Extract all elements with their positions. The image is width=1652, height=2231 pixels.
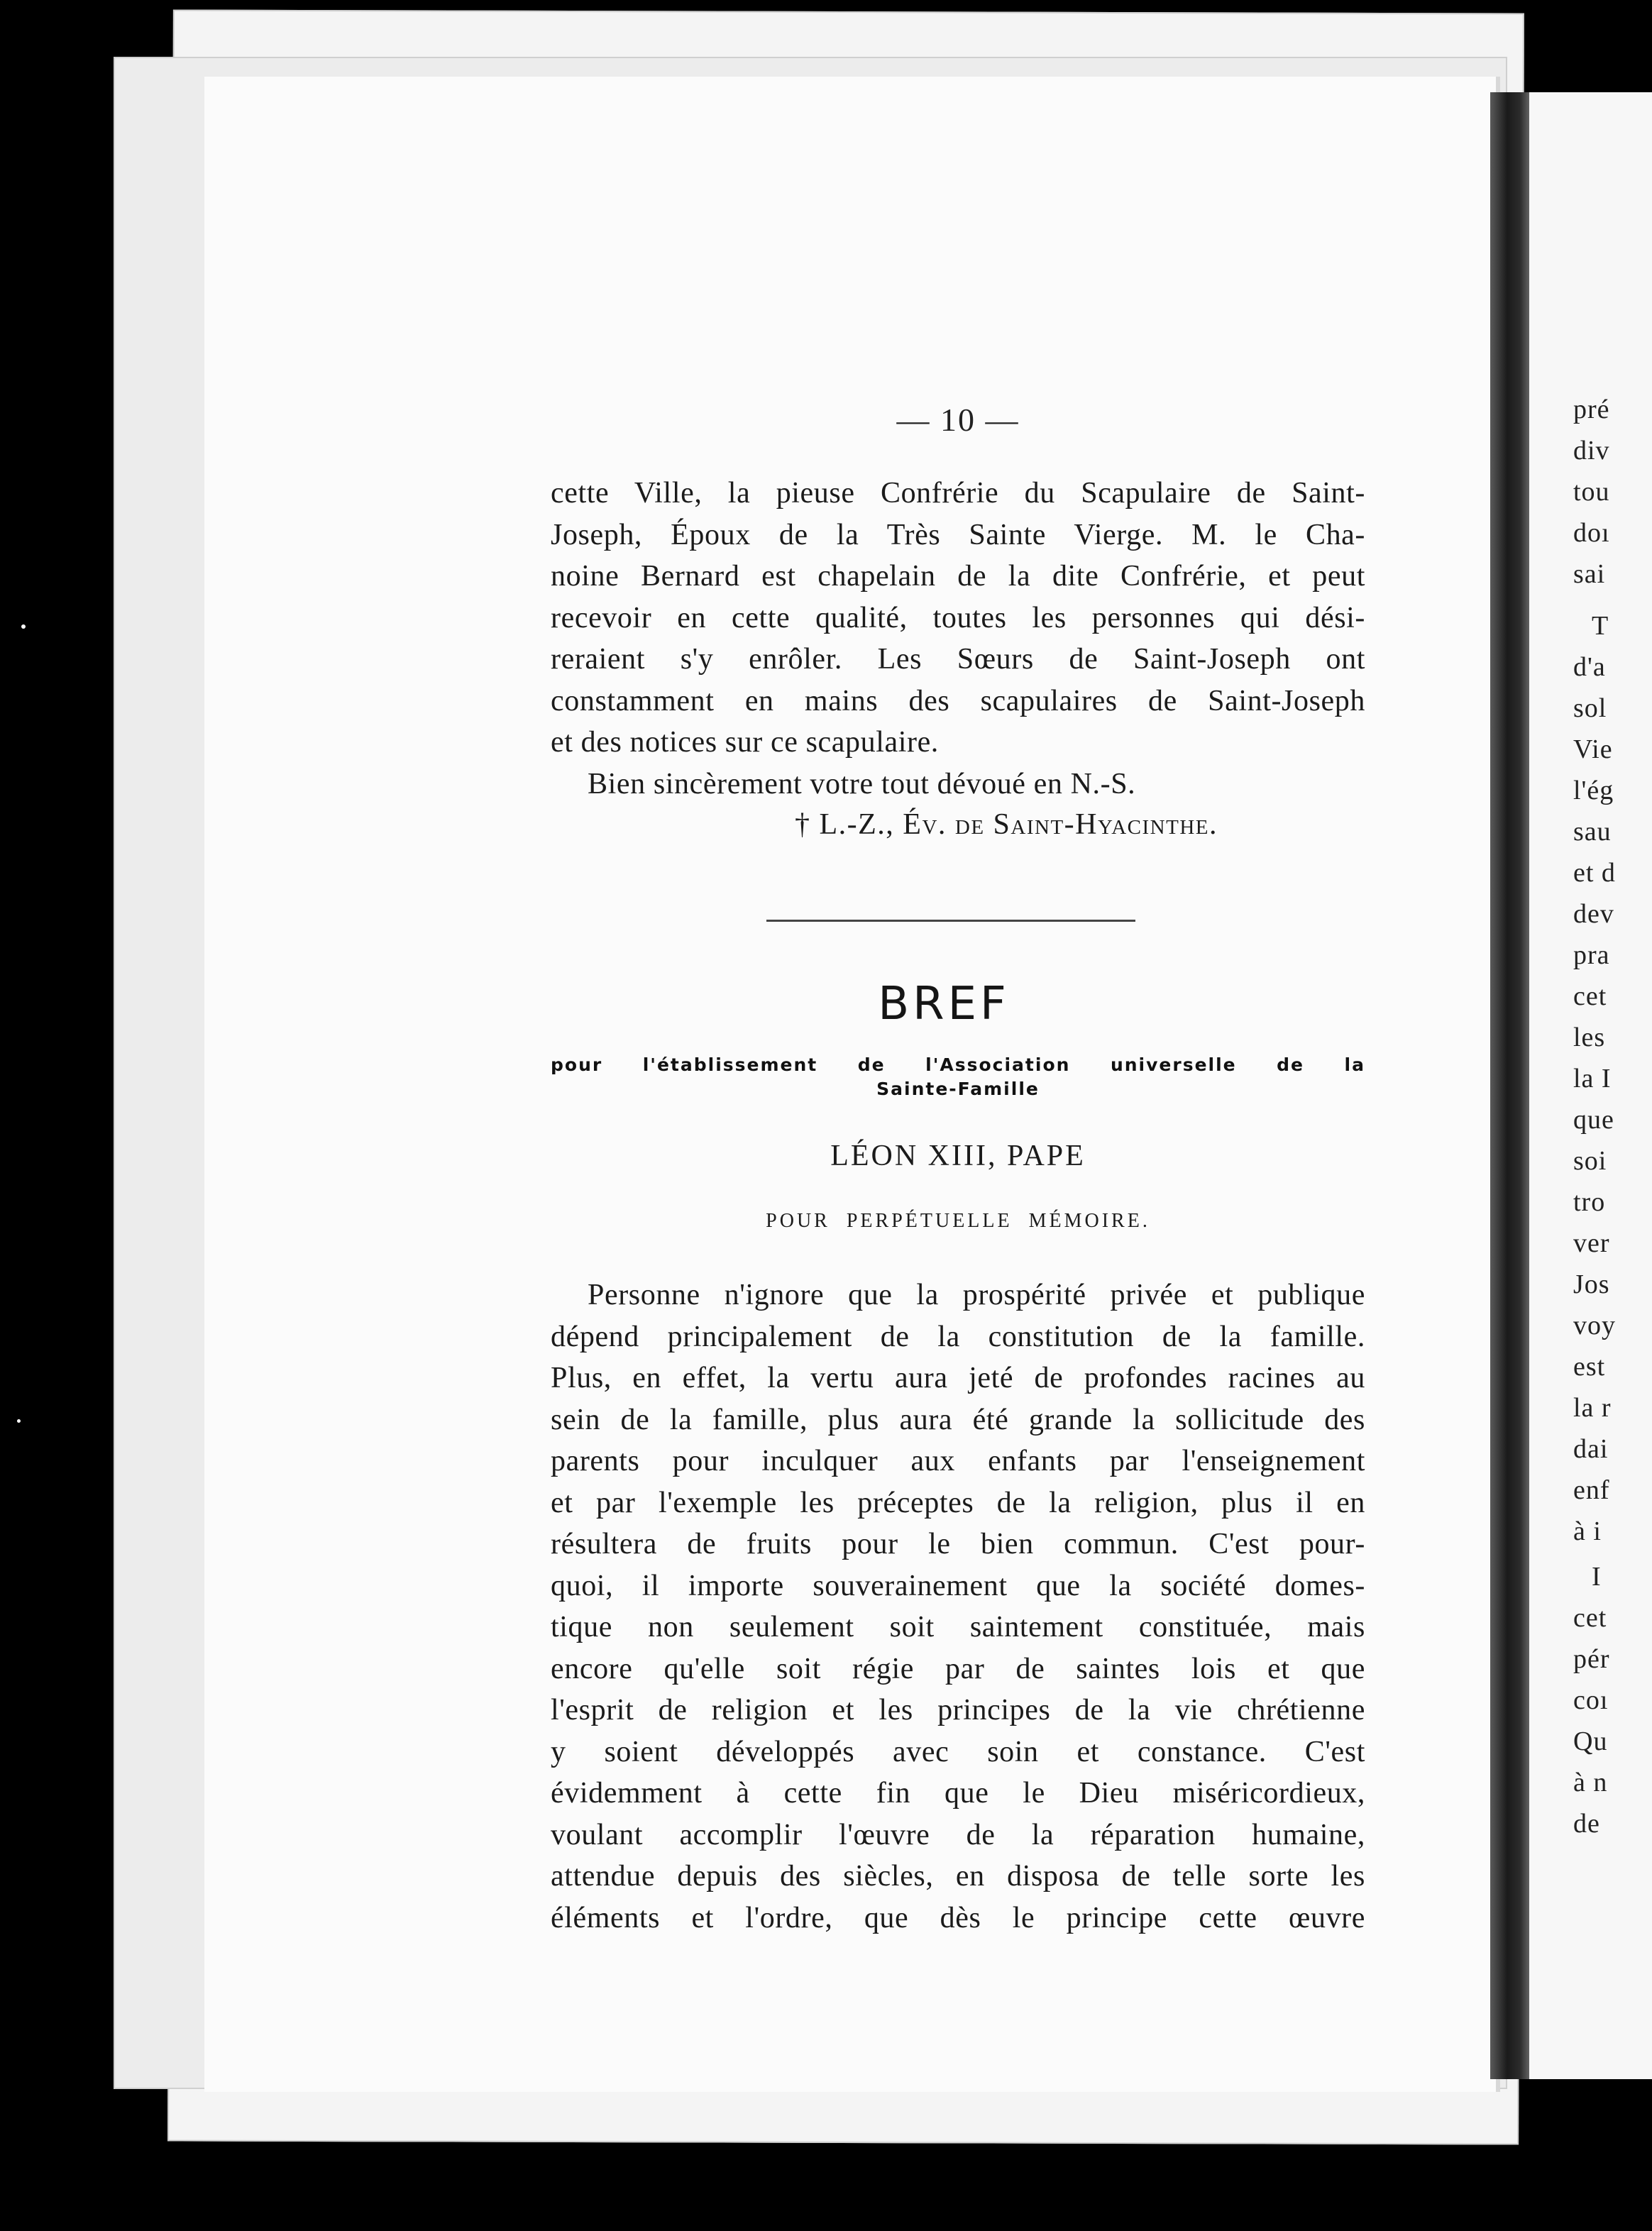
facing-page-fragment: dev bbox=[1573, 899, 1614, 929]
text-line: parents pour inculquer aux enfants par l'enseignement bbox=[551, 1445, 1365, 1477]
text-line: résultera de fruits pour le bien commun. C'est pour- bbox=[551, 1528, 1365, 1560]
text-line: l'esprit de religion et les principes de la vie chrétienne bbox=[551, 1694, 1365, 1726]
pope-heading: LÉON XIII, PAPE bbox=[830, 1140, 1086, 1172]
divider bbox=[766, 920, 1135, 922]
text-line: sein de la famille, plus aura été grande la sollicitude des bbox=[551, 1403, 1365, 1436]
facing-page-fragment: et d bbox=[1573, 858, 1616, 888]
text-line: évidemment à cette fin que le Dieu miséricordieux, bbox=[551, 1777, 1365, 1809]
text-line: dépend principalement de la constitution de la famille. bbox=[551, 1320, 1365, 1353]
dust-speck bbox=[17, 1419, 21, 1423]
facing-page-fragment: div bbox=[1573, 436, 1610, 466]
facing-page-fragment: à i bbox=[1573, 1516, 1602, 1546]
text-line: et des notices sur ce scapulaire. bbox=[551, 726, 939, 759]
dust-speck bbox=[21, 624, 26, 629]
page-number: — 10 — bbox=[896, 402, 1020, 438]
facing-page-fragment: la r bbox=[1573, 1393, 1612, 1423]
facing-page-fragment: sau bbox=[1573, 817, 1612, 847]
text-line: tique non seulement soit saintement constituée, mais bbox=[551, 1611, 1365, 1643]
section-title: BREF bbox=[878, 978, 1010, 1030]
text-line: reraient s'y enrôler. Les Sœurs de Saint-Joseph ont bbox=[551, 643, 1365, 676]
facing-page-fragment: que bbox=[1573, 1105, 1614, 1135]
text-line: Personne n'ignore que la prospérité privée et publique bbox=[588, 1279, 1365, 1311]
closing-line: Bien sincèrement votre tout dévoué en N.-S. bbox=[588, 767, 1136, 800]
text-line: quoi, il importe souverainement que la société domes- bbox=[551, 1569, 1365, 1602]
facing-page-fragment: tou bbox=[1573, 477, 1610, 507]
facing-page-fragment: l'ég bbox=[1573, 776, 1614, 805]
facing-page-fragment: pér bbox=[1573, 1644, 1610, 1674]
text-line: Plus, en effet, la vertu aura jeté de profondes racines au bbox=[551, 1362, 1365, 1394]
facing-page-fragment: est bbox=[1573, 1352, 1606, 1382]
text-line: éléments et l'ordre, que dès le principe cette œuvre bbox=[551, 1901, 1365, 1934]
bref-text bbox=[551, 1274, 1365, 1939]
facing-page-fragment: Jos bbox=[1573, 1269, 1610, 1299]
facing-page-fragment: voy bbox=[1573, 1311, 1616, 1340]
facing-page bbox=[1529, 92, 1652, 2079]
facing-page-fragment: I bbox=[1592, 1562, 1602, 1592]
text-line: cette Ville, la pieuse Confrérie du Scapulaire de Saint- bbox=[551, 477, 1365, 509]
text-line: encore qu'elle soit régie par de saintes lois et que bbox=[551, 1652, 1365, 1685]
facing-page-fragment: soi bbox=[1573, 1146, 1607, 1176]
text-line: recevoir en cette qualité, toutes les personnes qui dési- bbox=[551, 601, 1365, 634]
text-line: voulant accomplir l'œuvre de la réparation humaine, bbox=[551, 1818, 1365, 1851]
facing-page-fragment: enf bbox=[1573, 1475, 1610, 1505]
facing-page-fragment: cet bbox=[1573, 981, 1607, 1011]
subtitle bbox=[551, 1053, 1365, 1101]
letter-text bbox=[551, 473, 1365, 805]
facing-page-fragment: coı bbox=[1573, 1685, 1609, 1715]
book-gutter bbox=[1490, 92, 1533, 2079]
facing-page-fragment: sai bbox=[1573, 559, 1606, 589]
facing-page-fragment: les bbox=[1573, 1023, 1606, 1052]
facing-page-fragment: doı bbox=[1573, 518, 1610, 548]
signature: † L.-Z., Év. de Saint-Hyacinthe. bbox=[795, 808, 1218, 841]
facing-page-fragment: T bbox=[1592, 611, 1609, 641]
memoire-heading: POUR PERPÉTUELLE MÉMOIRE. bbox=[766, 1210, 1150, 1232]
facing-page-fragment: ver bbox=[1573, 1228, 1610, 1258]
subtitle-line: Sainte-Famille bbox=[876, 1079, 1040, 1099]
text-line: constamment en mains des scapulaires de Saint-Joseph bbox=[551, 684, 1365, 717]
text-line: et par l'exemple les préceptes de la religion, plus il en bbox=[551, 1486, 1365, 1519]
subtitle-line: pour l'établissement de l'Association universelle de la bbox=[551, 1054, 1365, 1075]
facing-page-fragment: tro bbox=[1573, 1187, 1606, 1217]
facing-page-fragment: la I bbox=[1573, 1064, 1612, 1094]
facing-page-fragment: cet bbox=[1573, 1603, 1607, 1633]
facing-page-fragment: pré bbox=[1573, 395, 1610, 424]
facing-page-fragment: Vie bbox=[1573, 734, 1613, 764]
text-line: noine Bernard est chapelain de la dite Confrérie, et peut bbox=[551, 560, 1365, 593]
facing-page-fragment: d'a bbox=[1573, 652, 1606, 682]
facing-page-fragment: dai bbox=[1573, 1434, 1609, 1464]
facing-page-fragment: à n bbox=[1573, 1768, 1608, 1797]
text-line: y soient développés avec soin et constance. C'est bbox=[551, 1735, 1365, 1768]
text-line: Joseph, Époux de la Très Sainte Vierge. M. le Cha- bbox=[551, 518, 1365, 551]
facing-page-fragment: pra bbox=[1573, 940, 1610, 970]
facing-page-fragment: de bbox=[1573, 1809, 1600, 1839]
facing-page-fragment: Qu bbox=[1573, 1726, 1608, 1756]
facing-page-fragment: sol bbox=[1573, 693, 1607, 723]
text-line: attendue depuis des siècles, en disposa de telle sorte les bbox=[551, 1860, 1365, 1893]
